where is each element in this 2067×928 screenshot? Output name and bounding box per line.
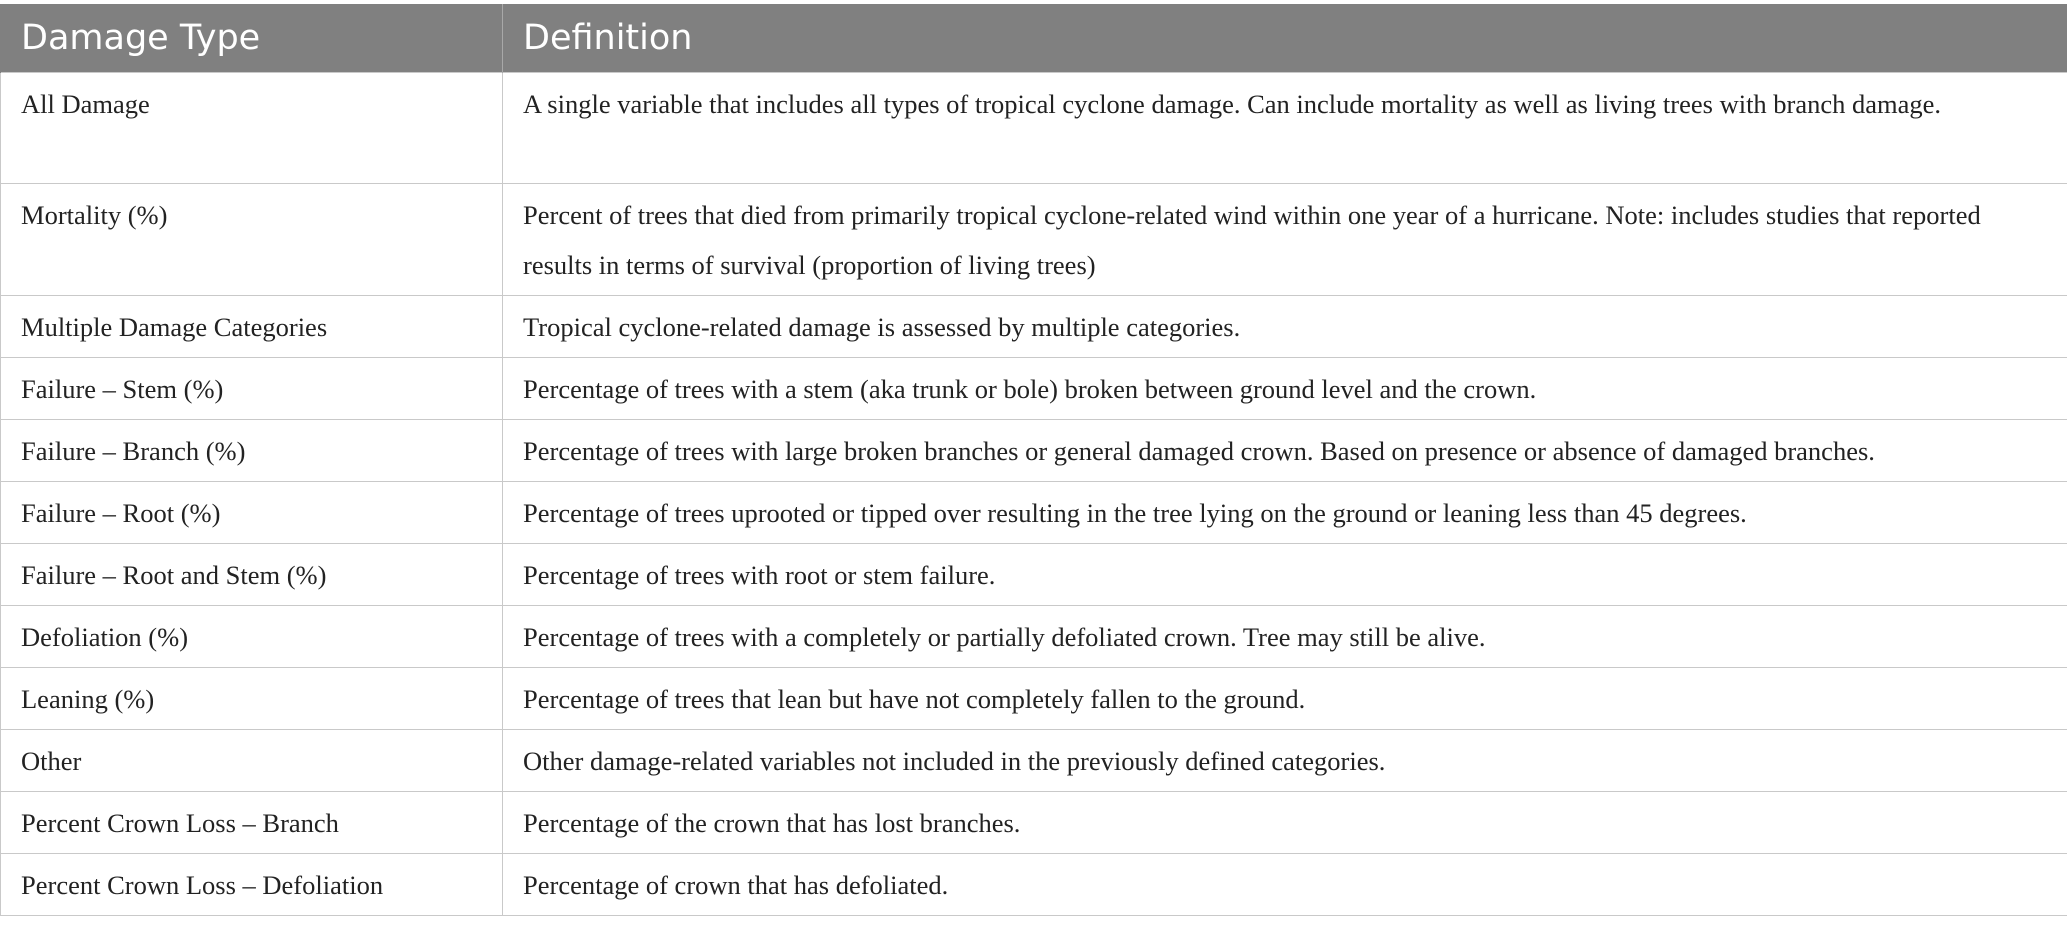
- damage-type-cell: Failure – Stem (%): [1, 357, 503, 419]
- definition-cell: Percentage of trees with root or stem failure.: [503, 543, 2067, 605]
- damage-type-cell: Percent Crown Loss – Branch: [1, 791, 503, 853]
- damage-type-cell: All Damage: [1, 72, 503, 183]
- damage-definitions-table-container: [0, 4, 2067, 916]
- definition-cell: A single variable that includes all types of tropical cyclone damage. Can include mortality as well as living trees with branch damage.: [503, 72, 2067, 183]
- damage-type-cell: Mortality (%): [1, 183, 503, 295]
- definition-cell: Percentage of the crown that has lost branches.: [503, 791, 2067, 853]
- table-body: [1, 72, 2067, 915]
- damage-type-cell: Percent Crown Loss – Defoliation: [1, 853, 503, 915]
- table-row: [1, 419, 2067, 481]
- definition-cell: Percentage of crown that has defoliated.: [503, 853, 2067, 915]
- damage-type-cell: Other: [1, 729, 503, 791]
- table-row: [1, 605, 2067, 667]
- column-header-definition: Definition: [503, 4, 2067, 72]
- column-header-damage-type: Damage Type: [1, 4, 503, 72]
- table-row: [1, 543, 2067, 605]
- table-row: [1, 791, 2067, 853]
- definition-cell: Percentage of trees with large broken branches or general damaged crown. Based on presence or absence of damaged branches.: [503, 419, 2067, 481]
- definition-cell: Percentage of trees uprooted or tipped over resulting in the tree lying on the ground or leaning less than 45 degrees.: [503, 481, 2067, 543]
- damage-type-cell: Leaning (%): [1, 667, 503, 729]
- damage-type-cell: Failure – Branch (%): [1, 419, 503, 481]
- table-row: [1, 667, 2067, 729]
- damage-type-cell: Failure – Root (%): [1, 481, 503, 543]
- damage-type-cell: Multiple Damage Categories: [1, 295, 503, 357]
- table-row: [1, 357, 2067, 419]
- table-row: [1, 729, 2067, 791]
- table-row: [1, 295, 2067, 357]
- definition-cell: Percentage of trees with a completely or partially defoliated crown. Tree may still be alive.: [503, 605, 2067, 667]
- table-row: [1, 72, 2067, 183]
- definition-cell: Other damage-related variables not included in the previously defined categories.: [503, 729, 2067, 791]
- table-row: [1, 481, 2067, 543]
- definition-cell: Percentage of trees with a stem (aka trunk or bole) broken between ground level and the crown.: [503, 357, 2067, 419]
- damage-type-cell: Defoliation (%): [1, 605, 503, 667]
- definition-cell: Tropical cyclone-related damage is assessed by multiple categories.: [503, 295, 2067, 357]
- table-header: [1, 4, 2067, 72]
- damage-type-cell: Failure – Root and Stem (%): [1, 543, 503, 605]
- definition-cell: Percentage of trees that lean but have not completely fallen to the ground.: [503, 667, 2067, 729]
- definition-cell: Percent of trees that died from primarily tropical cyclone-related wind within one year of a hurricane. Note: includes studies that reported results in terms of survival (proportion of living trees): [503, 183, 2067, 295]
- damage-definitions-table: [0, 4, 2067, 916]
- table-row: [1, 183, 2067, 295]
- header-row: [1, 4, 2067, 72]
- table-row: [1, 853, 2067, 915]
